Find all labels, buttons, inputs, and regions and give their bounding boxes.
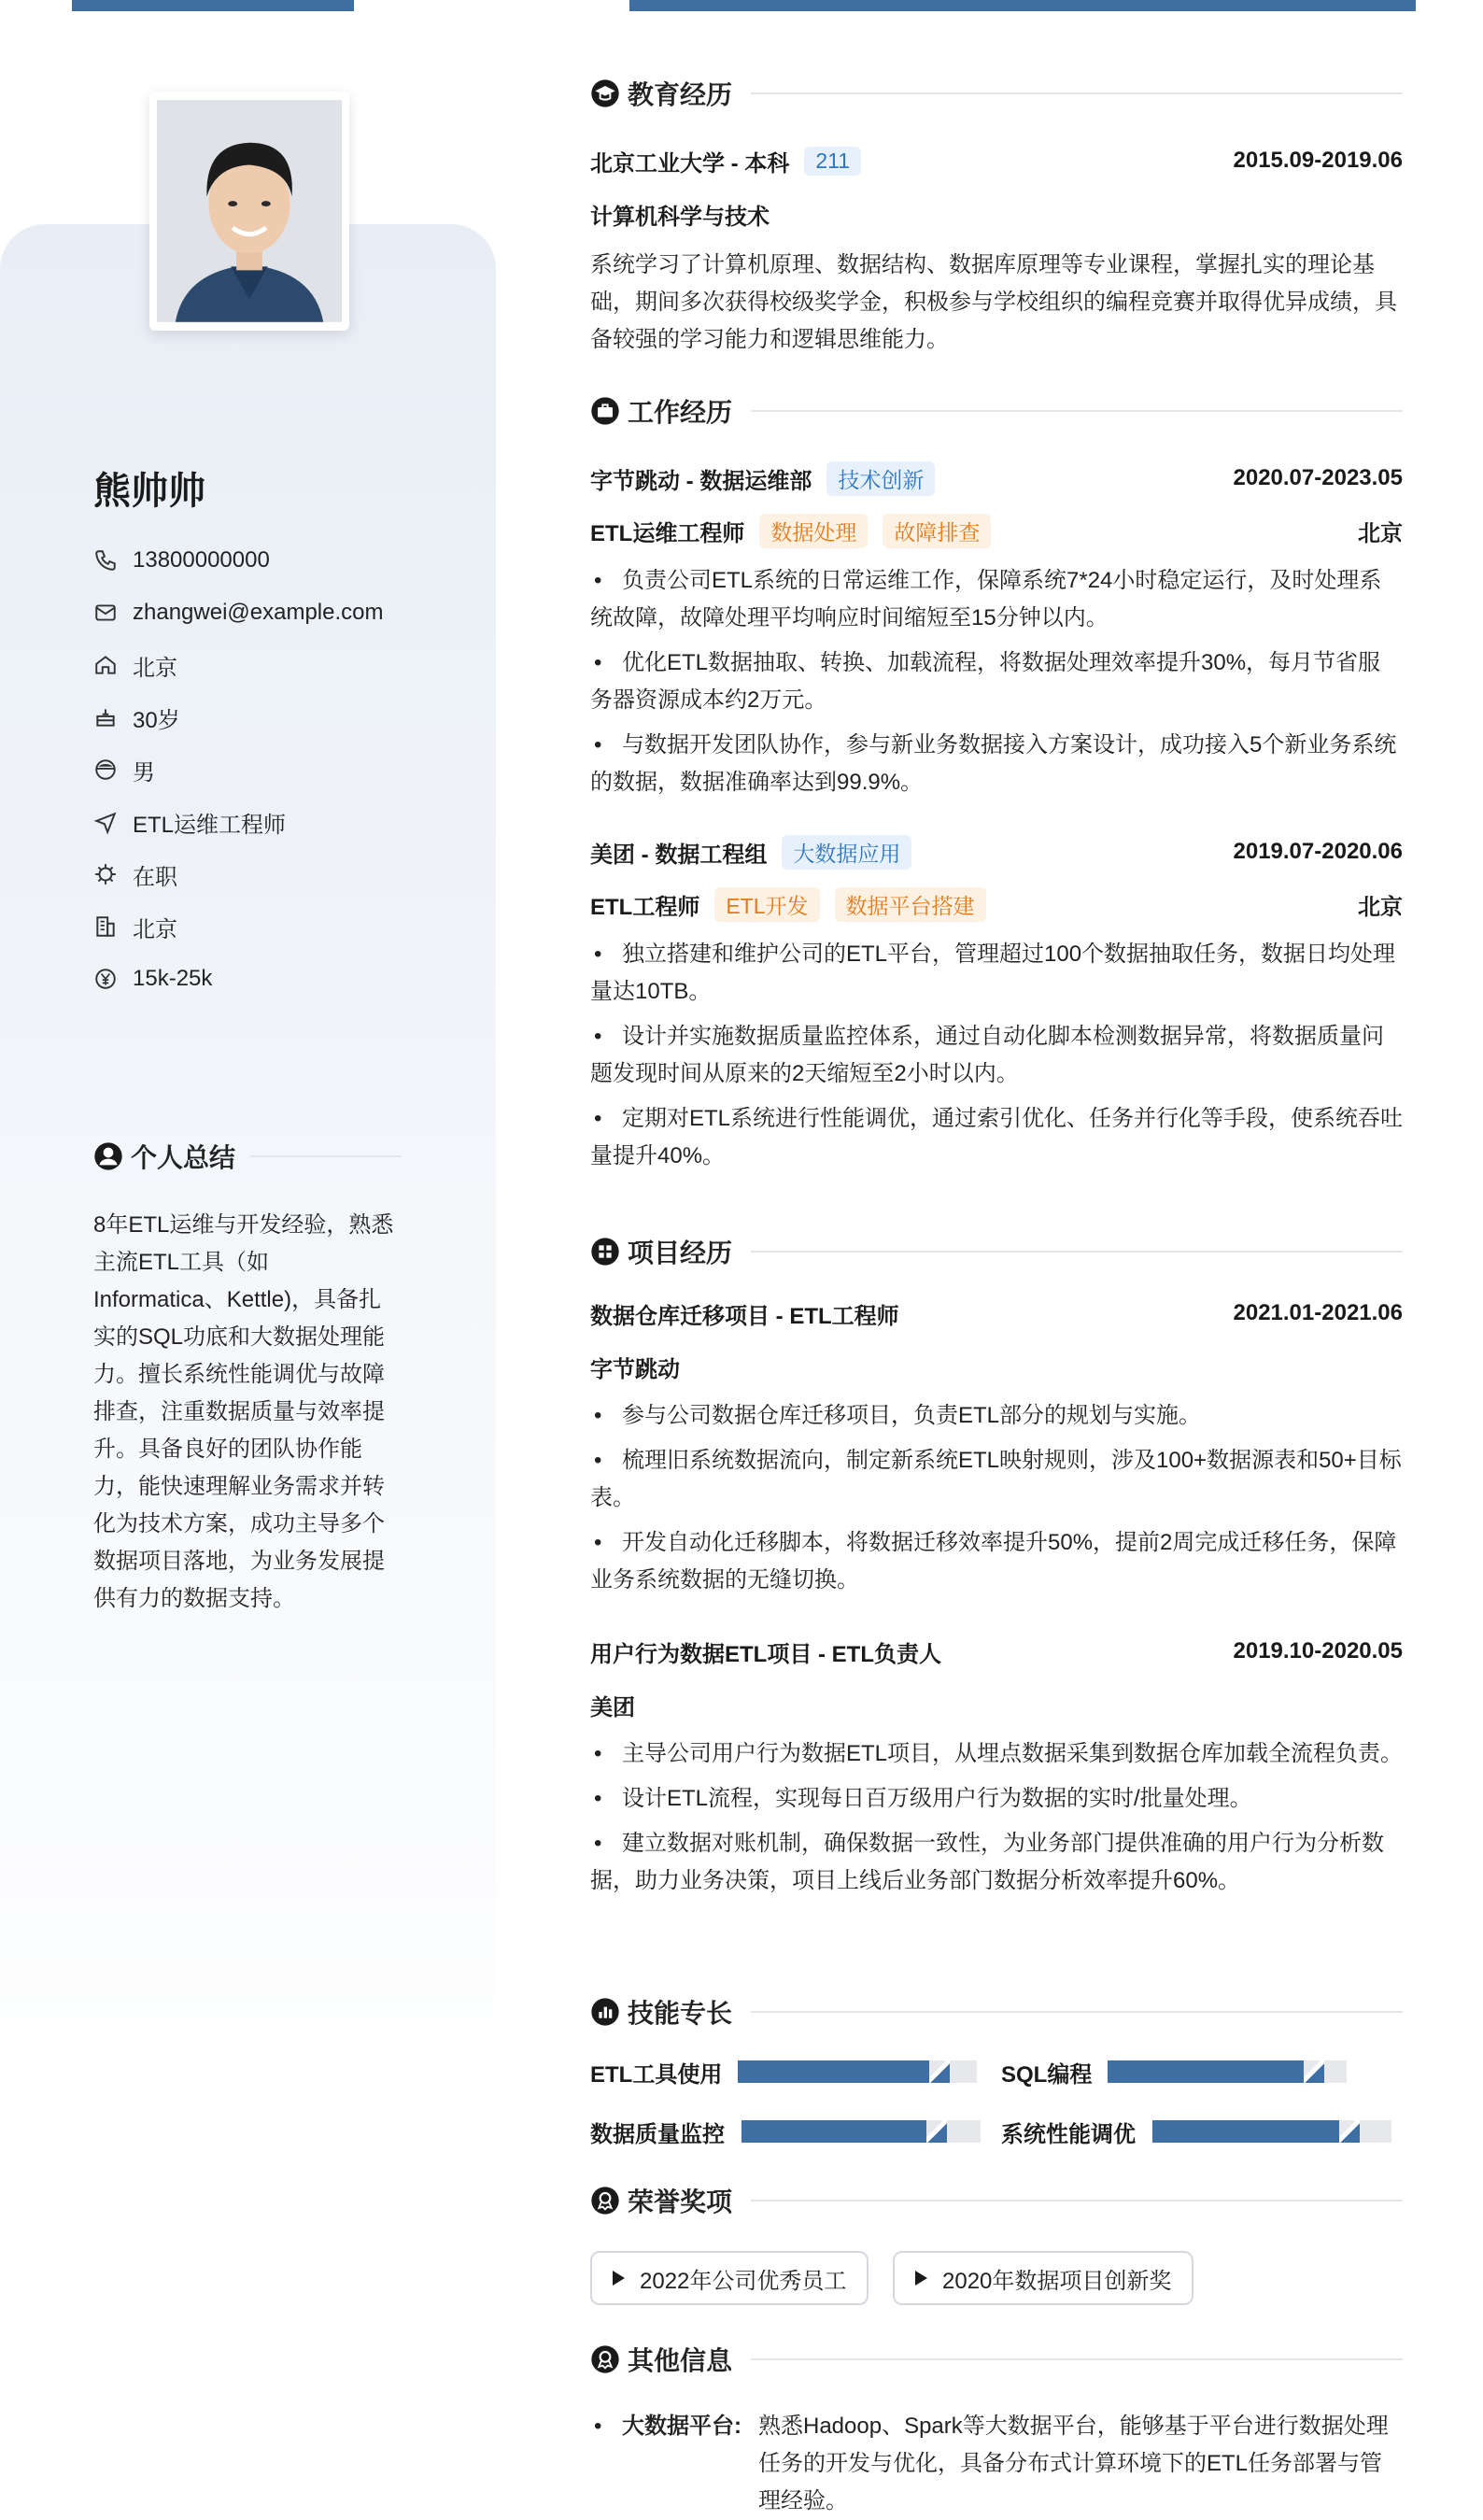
avatar [157, 99, 342, 323]
list-item: •开发自动化迁移脚本，将数据迁移效率提升50%，提前2周完成迁移任务，保障业务系统数据的无缝切换。 [590, 1524, 1403, 1599]
info-phone [93, 534, 467, 587]
skill-sql [1001, 2053, 1092, 2090]
top-accent-bar-left [72, 0, 354, 11]
summary-divider [250, 1155, 402, 1157]
job-1-city: 北京 [1358, 520, 1403, 546]
info-city-text: 北京 [133, 916, 177, 942]
job-2-skill-tag-2: 数据平台搭建 [835, 887, 986, 922]
skill-etl-fill [738, 2060, 948, 2083]
skill-etl-label: ETL工具使用 [590, 2061, 723, 2088]
skill-perf [1001, 2113, 1136, 2150]
other-divider [751, 2358, 1403, 2360]
yen-coin-icon [93, 967, 118, 991]
skills-title: 技能专长 [628, 1999, 733, 2028]
info-gender-text: 男 [133, 759, 155, 786]
info-email-text: zhangwei@example.com [133, 600, 384, 625]
list-item: •负责公司ETL系统的日常运维工作，保障系统7*24小时稳定运行，及时处理系统故障，故障处理平均响应时间缩短至15分钟以内。 [590, 562, 1403, 637]
bar-chart-icon [590, 1997, 620, 2027]
job-2-role: ETL工程师 [590, 894, 700, 920]
list-item: •参与公司数据仓库迁移项目，负责ETL部分的规划与实施。 [590, 1397, 1403, 1435]
awards-divider [751, 2200, 1403, 2201]
phone-icon [93, 548, 118, 573]
building-icon [93, 914, 118, 939]
education-divider [751, 92, 1403, 94]
education-row [590, 142, 1403, 179]
list-item: •建立数据对账机制，确保数据一致性，为业务部门提供准确的用户行为分析数据，助力业务决策，项目上线后业务部门数据分析效率提升60%。 [590, 1825, 1403, 1900]
skill-perf-fill [1152, 2120, 1358, 2143]
info-salary-text: 15k-25k [133, 966, 213, 991]
skill-perf-bar [1152, 2120, 1391, 2143]
profile-name: 熊帅帅 [93, 471, 205, 512]
project-1-date: 2021.01-2021.06 [1233, 1300, 1403, 1325]
award-item-2 [893, 2251, 1193, 2305]
project-2-company: 美团 [590, 1695, 635, 1720]
send-icon [93, 810, 118, 834]
summary-text: 8年ETL运维与开发经验，熟悉主流ETL工具（如Informatica、Kettle)，具备扎实的SQL功底和大数据处理能力。擅长系统性能调优与故障排查，注重数据质量与效率提升。具备良好的团队协作能力，能快速理解业务需求并转化为技术方案，成功主导多个数据项目落地，为业务发展提供有力的数据支持。 [93, 1212, 394, 1611]
skill-sql-fill [1108, 2060, 1322, 2083]
other-title: 其他信息 [628, 2346, 733, 2375]
education-tag: 211 [804, 147, 861, 176]
project-2-date: 2019.10-2020.05 [1233, 1638, 1403, 1663]
project-2-name: 用户行为数据ETL项目 - ETL负责人 [590, 1641, 941, 1667]
award-icon [590, 2186, 620, 2216]
education-date: 2015.09-2019.06 [1233, 148, 1403, 173]
top-accent-bar-right [629, 0, 1416, 11]
project-1-row [590, 1295, 1403, 1332]
other-label: 大数据平台: [622, 2414, 742, 2439]
project-1-bullets [590, 1397, 1403, 1607]
education-header [590, 75, 1403, 112]
info-age [93, 691, 467, 743]
skill-quality [590, 2113, 725, 2150]
list-item: •设计ETL流程，实现每日百万级用户行为数据的实时/批量处理。 [590, 1780, 1403, 1818]
user-circle-icon [93, 1141, 123, 1171]
awards-title: 荣誉奖项 [628, 2187, 733, 2216]
work-header [590, 392, 1403, 430]
skill-perf-label: 系统性能调优 [1001, 2121, 1136, 2147]
info-email [93, 587, 467, 639]
summary-header [93, 1138, 402, 1175]
info-gender [93, 743, 467, 796]
cake-icon [93, 705, 118, 729]
skill-sql-bar [1108, 2060, 1347, 2083]
projects-divider [751, 1251, 1403, 1253]
project-1-company: 字节跳动 [590, 1357, 680, 1382]
other-item [590, 2408, 1403, 2520]
education-desc: 系统学习了计算机原理、数据结构、数据库原理等专业课程，掌握扎实的理论基础，期间多次获得校级奖学金，积极参与学校组织的编程竞赛并取得优异成绩，具备较强的学习能力和逻辑思维能力。 [590, 252, 1397, 352]
job-1-date: 2020.07-2023.05 [1233, 465, 1403, 490]
skills-divider [751, 2011, 1403, 2013]
other-text: 熟悉Hadoop、Spark等大数据平台，能够基于平台进行数据处理任务的开发与优化，具备分布式计算环境下的ETL任务部署与管理经验。 [758, 2414, 1389, 2513]
projects-header [590, 1233, 1403, 1270]
work-divider [751, 410, 1403, 412]
list-item: •设计并实施数据质量监控体系，通过自动化脚本检测数据异常，将数据质量问题发现时间从原来的2天缩短至2小时以内。 [590, 1018, 1403, 1093]
job-2-city: 北京 [1358, 894, 1403, 920]
job-1-bullets [590, 562, 1403, 809]
home-icon [93, 653, 118, 677]
contact-info-list [93, 534, 467, 1005]
skill-quality-fill [742, 2120, 945, 2143]
awards-header [590, 2182, 1403, 2219]
list-item: •与数据开发团队协作，参与新业务数据接入方案设计，成功接入5个新业务系统的数据，数据准确率达到99.9%。 [590, 727, 1403, 801]
list-item: •定期对ETL系统进行性能调优，通过索引优化、任务并行化等手段，使系统吞吐量提升40%。 [590, 1100, 1403, 1175]
skill-etl-bar [738, 2060, 977, 2083]
job-2-skill-tag-1: ETL开发 [714, 887, 819, 922]
info-age-text: 30岁 [133, 707, 180, 733]
graduation-cap-icon [590, 78, 620, 108]
award-item-1 [590, 2251, 869, 2305]
status-gear-icon [93, 862, 118, 886]
job-2-company: 美团 - 数据工程组 [590, 842, 768, 868]
play-icon [915, 2271, 927, 2286]
education-school: 北京工业大学 - 本科 [590, 150, 790, 177]
list-item: •独立搭建和维护公司的ETL平台，管理超过100个数据抽取任务，数据日均处理量达10TB。 [590, 936, 1403, 1011]
info-phone-text: 13800000000 [133, 547, 270, 573]
skill-sql-label: SQL编程 [1001, 2061, 1093, 2088]
job-1-skill-tag-2: 故障排查 [883, 514, 991, 548]
info-location [93, 639, 467, 691]
award-item-2-text: 2020年数据项目创新奖 [942, 2268, 1172, 2294]
work-title: 工作经历 [628, 398, 733, 427]
info-location-text: 北京 [133, 655, 177, 681]
project-1-name: 数据仓库迁移项目 - ETL工程师 [590, 1303, 899, 1329]
info-status-text: 在职 [133, 864, 177, 890]
info-position [93, 796, 467, 848]
info-status [93, 848, 467, 900]
list-item: •主导公司用户行为数据ETL项目，从埋点数据采集到数据仓库加载全流程负责。 [590, 1735, 1403, 1773]
job-2-row [590, 833, 1403, 871]
job-1-skill-tag-1: 数据处理 [759, 514, 868, 548]
info-salary [93, 953, 467, 1005]
play-icon [613, 2271, 625, 2286]
info-city [93, 900, 467, 953]
job-1-role-row [590, 512, 1403, 549]
info-position-text: ETL运维工程师 [133, 812, 287, 838]
job-2-bullets [590, 936, 1403, 1182]
briefcase-icon [590, 396, 620, 426]
skills-header [590, 1993, 1403, 2031]
skill-etl [590, 2053, 722, 2090]
job-1-row [590, 460, 1403, 497]
job-1-role: ETL运维工程师 [590, 520, 745, 546]
project-2-row [590, 1633, 1403, 1670]
education-major: 计算机科学与技术 [590, 205, 770, 230]
education-title: 教育经历 [628, 80, 733, 109]
job-1-company: 字节跳动 - 数据运维部 [590, 468, 812, 494]
grid-icon [590, 1237, 620, 1267]
list-item: •优化ETL数据抽取、转换、加载流程，将数据处理效率提升30%，每月节省服务器资源成本约2万元。 [590, 644, 1403, 719]
project-2-bullets [590, 1735, 1403, 1907]
job-2-tag: 大数据应用 [782, 835, 911, 870]
mail-icon [93, 601, 118, 625]
list-item: •梳理旧系统数据流向，制定新系统ETL映射规则，涉及100+数据源表和50+目标表。 [590, 1442, 1403, 1517]
job-1-tag: 技术创新 [826, 461, 935, 496]
other-header [590, 2341, 1403, 2378]
profile-photo [149, 92, 349, 331]
projects-title: 项目经历 [628, 1239, 733, 1267]
award-item-1-text: 2022年公司优秀员工 [640, 2268, 847, 2294]
medal-icon [590, 2344, 620, 2374]
skill-quality-bar [742, 2120, 981, 2143]
skill-quality-label: 数据质量监控 [590, 2121, 725, 2147]
summary-title: 个人总结 [131, 1143, 236, 1172]
job-2-role-row [590, 885, 1403, 923]
job-2-date: 2019.07-2020.06 [1233, 839, 1403, 864]
gender-icon [93, 757, 118, 782]
